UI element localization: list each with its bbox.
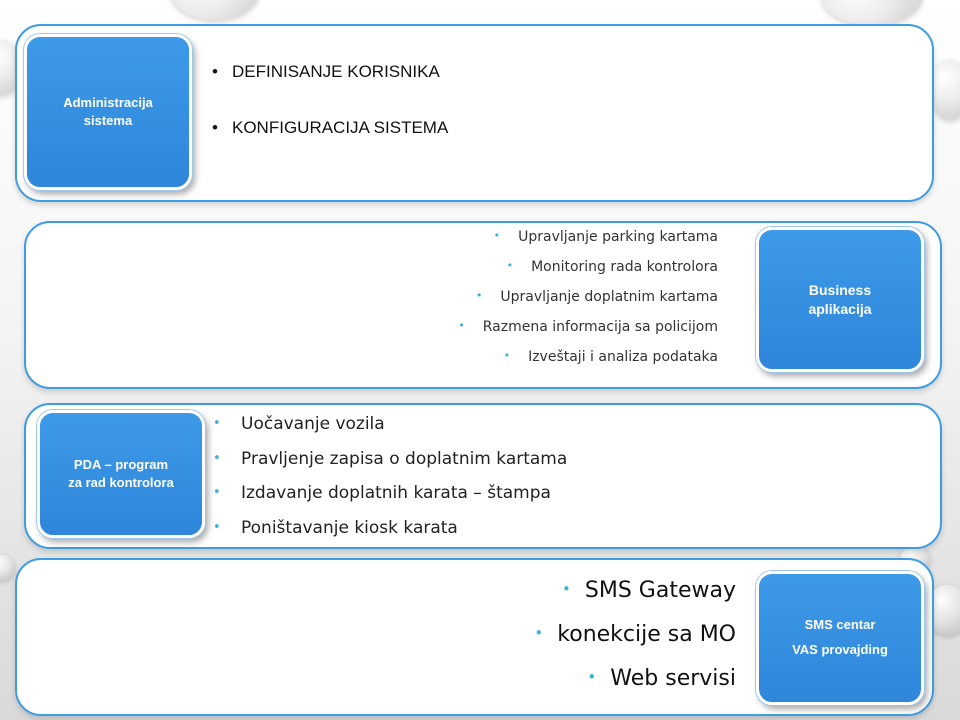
sms-badge	[756, 571, 924, 705]
pda-badge-line1: PDA – program	[73, 457, 169, 473]
list-item	[212, 62, 448, 118]
admin-badge	[24, 34, 192, 190]
admin-item-label: DEFINISANJE KORISNIKA	[232, 62, 440, 81]
list-item	[458, 259, 718, 289]
decorative-bubble	[0, 555, 15, 580]
pda-item-label: Pravljenje zapisa o doplatnim kartama	[241, 448, 568, 469]
business-item-label: Upravljanje doplatnim kartama	[500, 289, 718, 305]
sms-item-label: konekcije sa MO	[557, 622, 736, 647]
business-item-label: Izveštaji i analiza podataka	[528, 349, 718, 365]
pda-badge-line2: za rad kontrolora	[68, 475, 174, 490]
list-item	[534, 666, 736, 710]
list-item	[458, 289, 718, 319]
list-item	[534, 578, 736, 622]
business-item-label: Upravljanje parking kartama	[518, 229, 718, 245]
sms-list	[534, 578, 736, 710]
admin-item-label: KONFIGURACIJA SISTEMA	[232, 118, 449, 137]
bullet-icon: •	[587, 668, 597, 686]
sms-item-label: Web servisi	[610, 666, 736, 691]
decorative-bubble	[822, 0, 922, 25]
pda-badge	[37, 410, 205, 538]
bullet-icon: •	[458, 319, 465, 332]
sms-item-label: SMS Gateway	[584, 578, 736, 603]
bullet-icon: •	[506, 259, 514, 272]
business-badge-line1: Business	[808, 281, 872, 298]
pda-item-label: Izdavanje doplatnih karata – štampa	[241, 483, 551, 503]
bullet-icon: •	[212, 62, 218, 81]
list-item	[212, 118, 448, 174]
bullet-icon: •	[213, 450, 221, 466]
bullet-icon: •	[213, 519, 221, 535]
list-item	[534, 622, 736, 666]
list-item	[458, 319, 718, 349]
list-item	[458, 229, 718, 259]
bullet-icon: •	[534, 624, 544, 642]
list-item	[213, 518, 567, 553]
decorative-bubble	[170, 0, 260, 20]
bullet-icon: •	[213, 416, 221, 431]
business-badge-line2: aplikacija	[808, 300, 872, 317]
business-item-label: Monitoring rada kontrolora	[531, 259, 718, 275]
business-list	[458, 229, 718, 379]
admin-badge-line1: Administracija	[63, 95, 153, 111]
business-badge	[756, 227, 924, 372]
bullet-icon: •	[493, 229, 501, 242]
business-item-label: Razmena informacija sa policijom	[482, 319, 718, 335]
sms-badge-line1: SMS centar	[804, 617, 876, 633]
bullet-icon: •	[213, 485, 221, 500]
bullet-icon: •	[212, 118, 218, 137]
list-item	[213, 449, 567, 484]
sms-badge-line2: VAS provajding	[792, 642, 888, 657]
pda-list	[213, 414, 567, 552]
list-item	[213, 414, 567, 449]
decorative-bubble	[930, 60, 960, 120]
list-item	[213, 483, 567, 518]
bullet-icon: •	[475, 289, 483, 302]
pda-item-label: Uočavanje vozila	[241, 414, 385, 434]
bullet-icon: •	[503, 349, 511, 362]
admin-badge-line2: sistema	[83, 113, 133, 128]
pda-item-label: Poništavanje kiosk karata	[241, 517, 458, 538]
list-item	[458, 349, 718, 379]
admin-list	[212, 62, 448, 174]
bullet-icon: •	[562, 580, 571, 598]
